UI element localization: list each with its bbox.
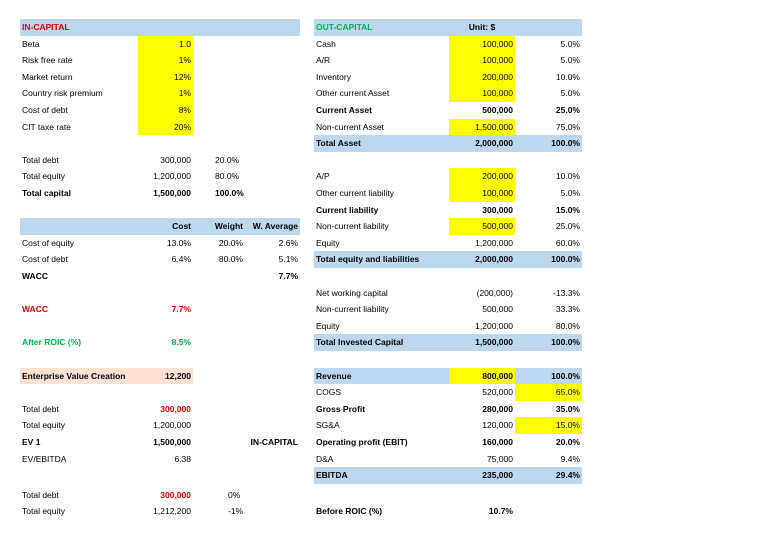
asset-pct[interactable]: 5.0% — [560, 88, 580, 99]
income-label[interactable]: SG&A — [316, 420, 340, 431]
invested-label[interactable]: Equity — [316, 320, 340, 331]
asset-label[interactable]: Cash — [316, 38, 336, 49]
liability-pct[interactable]: 100.0% — [515, 251, 582, 268]
wacc-header-cost[interactable]: Cost — [138, 218, 193, 235]
wacc-highlight-value[interactable]: 7.7% — [171, 304, 191, 315]
out-capital-header-blank[interactable] — [515, 19, 582, 36]
income-pct[interactable]: 15.0% — [515, 417, 582, 434]
capital-pct[interactable]: 20.0% — [215, 154, 240, 165]
input-label[interactable]: CIT taxe rate — [22, 121, 71, 132]
capital-pct[interactable]: 100.0% — [215, 188, 244, 198]
income-pct[interactable]: 20.0% — [555, 437, 580, 447]
income-label[interactable]: Operating profit (EBIT) — [316, 437, 408, 447]
liability-label[interactable]: Other current liability — [316, 188, 394, 198]
input-value[interactable]: 1% — [138, 52, 193, 69]
ev-label[interactable]: Total equity — [22, 420, 65, 431]
liability-value[interactable]: 300,000 — [482, 204, 513, 215]
wacc-label[interactable]: Cost of equity — [22, 237, 74, 248]
invested-value[interactable]: 500,000 — [482, 304, 513, 315]
final-label[interactable]: Total equity — [22, 506, 65, 517]
input-label[interactable]: Cost of debt — [22, 105, 68, 115]
liability-pct[interactable]: 10.0% — [555, 171, 580, 182]
invested-value[interactable]: 1,500,000 — [449, 334, 515, 351]
liability-value[interactable]: 1,200,000 — [475, 237, 513, 248]
asset-label[interactable]: Total Asset — [314, 135, 449, 152]
invested-value[interactable]: 1,200,000 — [475, 320, 513, 331]
capital-value[interactable]: 300,000 — [160, 154, 191, 165]
input-value[interactable]: 20% — [138, 119, 193, 136]
income-pct[interactable]: 9.4% — [560, 453, 580, 464]
invested-value[interactable]: (200,000) — [476, 287, 513, 298]
input-label[interactable]: Country risk premium — [22, 88, 103, 99]
ev-value[interactable]: 6.38 — [174, 453, 191, 464]
income-value[interactable]: 160,000 — [482, 437, 513, 447]
asset-pct[interactable]: 75.0% — [555, 121, 580, 132]
invested-label[interactable]: Non-current liability — [316, 304, 389, 315]
input-label[interactable]: Beta — [22, 38, 40, 49]
capital-value[interactable]: 1,200,000 — [153, 171, 191, 182]
asset-label[interactable]: Other current Asset — [316, 88, 390, 99]
asset-value[interactable]: 500,000 — [482, 105, 513, 115]
input-value[interactable]: 1% — [138, 85, 193, 102]
liability-value[interactable]: 2,000,000 — [449, 251, 515, 268]
wacc-weight[interactable]: 20.0% — [218, 237, 243, 248]
invested-pct[interactable]: -13.3% — [553, 287, 580, 298]
wacc-cost[interactable]: 13.0% — [166, 237, 191, 248]
evc-value[interactable]: 12,200 — [138, 368, 193, 385]
input-value[interactable]: 12% — [138, 69, 193, 86]
income-value[interactable]: 235,000 — [449, 467, 515, 484]
asset-value[interactable]: 100,000 — [449, 85, 515, 102]
before-roic-value[interactable]: 10.7% — [488, 506, 513, 517]
income-value[interactable]: 120,000 — [482, 420, 513, 431]
asset-pct[interactable]: 25.0% — [555, 105, 580, 115]
input-value[interactable]: 1.0 — [138, 36, 193, 53]
out-capital-header[interactable]: OUT-CAPITAL — [314, 19, 449, 36]
wacc-highlight-label[interactable]: WACC — [22, 304, 48, 315]
final-pct[interactable]: -1% — [228, 506, 244, 517]
liability-label[interactable]: Equity — [316, 237, 340, 248]
capital-pct[interactable]: 80.0% — [215, 171, 240, 182]
asset-value[interactable]: 2,000,000 — [449, 135, 515, 152]
wacc-average[interactable]: 2.6% — [278, 237, 298, 248]
after-roic-label[interactable]: After ROIC (%) — [22, 337, 82, 348]
input-value[interactable]: 8% — [138, 102, 193, 119]
asset-pct[interactable]: 100.0% — [515, 135, 582, 152]
liability-value[interactable]: 100,000 — [449, 185, 515, 202]
income-pct[interactable]: 100.0% — [515, 368, 582, 385]
liability-label[interactable]: A/P — [316, 171, 330, 182]
wacc-header-weight[interactable]: Weight — [193, 218, 245, 235]
ev-tag[interactable]: IN-CAPITAL — [250, 437, 298, 447]
income-pct[interactable]: 29.4% — [515, 467, 582, 484]
wacc-average[interactable]: 5.1% — [278, 254, 298, 265]
income-value[interactable]: 280,000 — [482, 403, 513, 414]
income-label[interactable]: EBITDA — [314, 467, 449, 484]
ev-label[interactable]: EV 1 — [22, 437, 41, 447]
asset-pct[interactable]: 5.0% — [560, 55, 580, 66]
asset-label[interactable]: Current Asset — [316, 105, 372, 115]
asset-pct[interactable]: 10.0% — [555, 71, 580, 82]
invested-pct[interactable]: 33.3% — [555, 304, 580, 315]
ev-value[interactable]: 1,200,000 — [153, 420, 191, 431]
input-label[interactable]: Market return — [22, 71, 73, 82]
capital-label[interactable]: Total capital — [22, 188, 71, 198]
liability-value[interactable]: 500,000 — [449, 218, 515, 235]
evc-label[interactable]: Enterprise Value Creation — [20, 368, 138, 385]
income-label[interactable]: COGS — [316, 387, 342, 398]
wacc-label[interactable]: Cost of debt — [22, 254, 68, 265]
capital-label[interactable]: Total debt — [22, 154, 59, 165]
after-roic-value[interactable]: 8.5% — [171, 337, 191, 348]
final-label[interactable]: Total debt — [22, 489, 59, 500]
in-capital-header[interactable]: IN-CAPITAL — [20, 19, 300, 36]
asset-value[interactable]: 200,000 — [449, 69, 515, 86]
before-roic-label[interactable]: Before ROIC (%) — [316, 506, 383, 517]
liability-label[interactable]: Total equity and liabilities — [314, 251, 449, 268]
liability-pct[interactable]: 25.0% — [555, 221, 580, 232]
capital-value[interactable]: 1,500,000 — [153, 188, 191, 198]
wacc-cost[interactable]: 6.4% — [171, 254, 191, 265]
wacc-total-value[interactable]: 7.7% — [278, 271, 298, 281]
asset-value[interactable]: 1,500,000 — [449, 119, 515, 136]
asset-value[interactable]: 100,000 — [449, 36, 515, 53]
invested-label[interactable]: Total Invested Capital — [314, 334, 449, 351]
liability-value[interactable]: 200,000 — [449, 168, 515, 185]
wacc-weight[interactable]: 80.0% — [218, 254, 243, 265]
input-label[interactable]: Risk free rate — [22, 55, 73, 66]
asset-label[interactable]: Non-current Asset — [316, 121, 385, 132]
income-label[interactable]: Revenue — [314, 368, 449, 385]
asset-label[interactable]: A/R — [316, 55, 331, 66]
wacc-header-blank[interactable] — [20, 218, 138, 235]
asset-pct[interactable]: 5.0% — [560, 38, 580, 49]
invested-pct[interactable]: 100.0% — [515, 334, 582, 351]
ev-label[interactable]: EV/EBITDA — [22, 453, 67, 464]
ev-value[interactable]: 300,000 — [160, 403, 191, 414]
unit-label[interactable]: Unit: $ — [449, 19, 515, 36]
ev-label[interactable]: Total debt — [22, 403, 59, 414]
final-pct[interactable]: 0% — [228, 489, 241, 500]
liability-pct[interactable]: 5.0% — [560, 188, 580, 198]
income-label[interactable]: Gross Profit — [316, 403, 366, 414]
income-value[interactable]: 800,000 — [449, 368, 515, 385]
liability-label[interactable]: Current liability — [316, 204, 379, 215]
income-pct[interactable]: 35.0% — [555, 403, 580, 414]
asset-value[interactable]: 100,000 — [449, 52, 515, 69]
liability-label[interactable]: Non-current liability — [316, 221, 389, 232]
ev-value[interactable]: 1,500,000 — [153, 437, 191, 447]
capital-label[interactable]: Total equity — [22, 171, 65, 182]
final-value[interactable]: 300,000 — [160, 489, 191, 500]
income-pct[interactable]: 65.0% — [515, 384, 582, 401]
invested-label[interactable]: Net working capital — [316, 287, 388, 298]
asset-label[interactable]: Inventory — [316, 71, 351, 82]
wacc-total-label[interactable]: WACC — [22, 271, 48, 281]
income-value[interactable]: 75,000 — [487, 453, 513, 464]
income-value[interactable]: 520,000 — [482, 387, 513, 398]
liability-pct[interactable]: 60.0% — [555, 237, 580, 248]
wacc-header-average[interactable]: W. Average — [245, 218, 300, 235]
liability-pct[interactable]: 15.0% — [555, 204, 580, 215]
income-label[interactable]: D&A — [316, 453, 334, 464]
final-value[interactable]: 1,212,200 — [153, 506, 191, 517]
invested-pct[interactable]: 80.0% — [555, 320, 580, 331]
